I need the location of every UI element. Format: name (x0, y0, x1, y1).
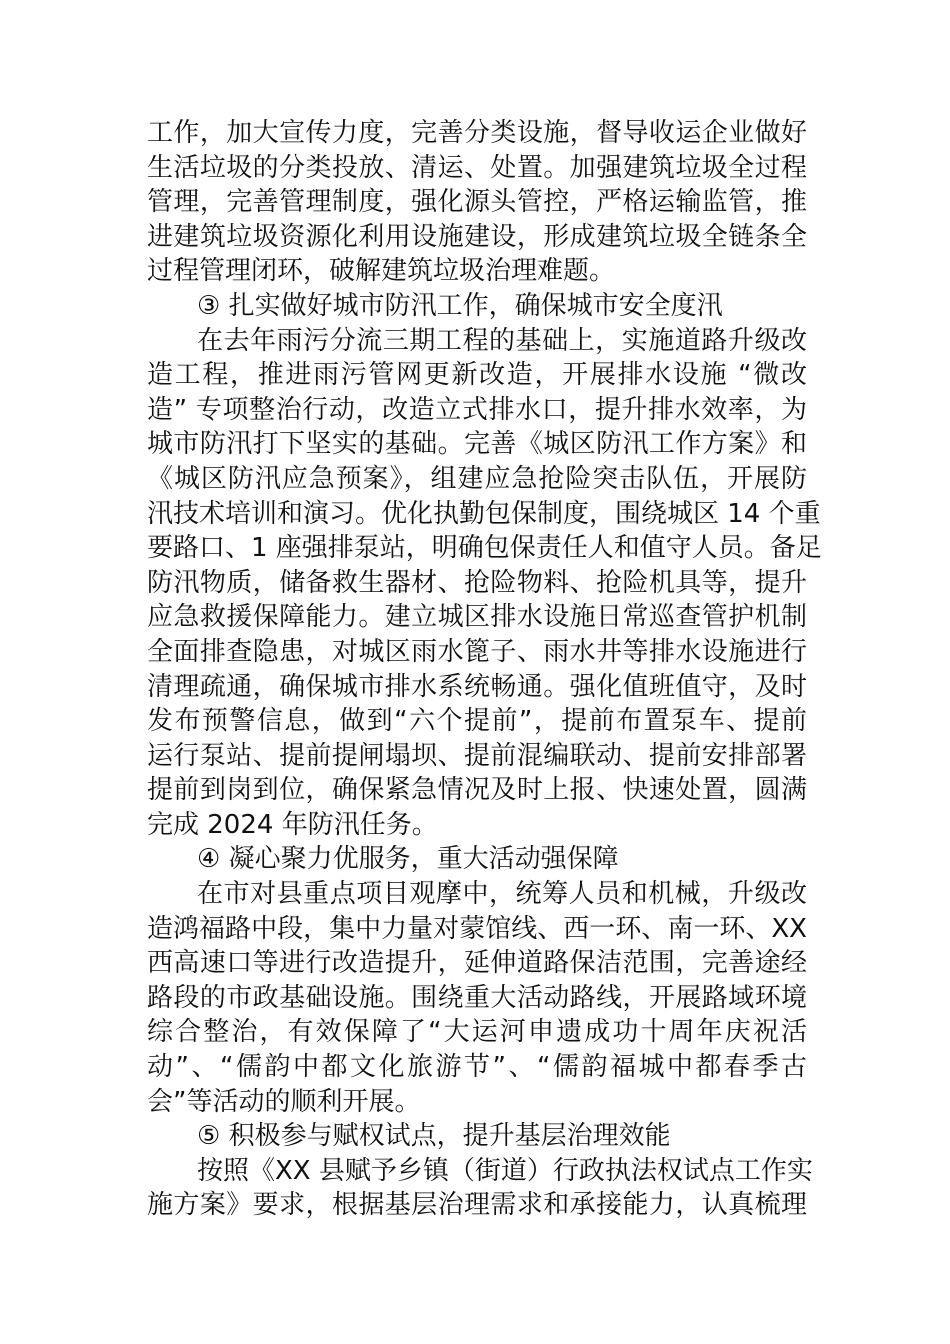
text-line: 完成 2024 年防汛任务。 (147, 809, 438, 840)
text-line: 综合整治，有效保障了“大运河申遗成功十周年庆祝活 (147, 1017, 807, 1048)
section-heading: ④ 凝心聚力优服务，重大活动强保障 (197, 844, 619, 875)
text-line: 会”等活动的顺利开展。 (147, 1086, 421, 1117)
paragraph-first-line: 在市对县重点项目观摩中，统筹人员和机械，升级改 (197, 879, 807, 910)
text-line: 《城区防汛应急预案》，组建应急抢险突击队伍，开展防 (147, 463, 807, 494)
text-line: 城市防汛打下坚实的基础。完善《城区防汛工作方案》和 (147, 429, 807, 460)
text-line: 造” 专项整治行动，改造立式排水口，提升排水效率，为 (147, 394, 807, 425)
section-heading: ⑤ 积极参与赋权试点，提升基层治理效能 (197, 1121, 671, 1152)
text-line: 防汛物质，储备救生器材、抢险物料、抢险机具等，提升 (147, 567, 807, 598)
text-line: 工作，加大宣传力度，完善分类设施，督导收运企业做好 (147, 118, 807, 148)
text-line: 造工程，推进雨污管网更新改造，开展排水设施 “微改 (147, 360, 807, 391)
paragraph-first-line: 在去年雨污分流三期工程的基础上，实施道路升级改 (197, 325, 807, 356)
text-line: 应急救援保障能力。建立城区排水设施日常巡查管护机制 (147, 602, 807, 633)
document-body (147, 116, 822, 1223)
text-line: 发布预警信息，做到“六个提前”，提前布置泵车、提前 (147, 706, 807, 737)
text-line: 要路口、1 座强排泵站，明确包保责任人和值守人员。备足 (147, 533, 822, 564)
text-line: 西高速口等进行改造提升，延伸道路保洁范围，完善途经 (147, 948, 807, 979)
text-line: 过程管理闭环，破解建筑垃圾治理难题。 (147, 256, 616, 287)
paragraph-first-line: 按照《XX 县赋予乡镇（街道）行政执法权试点工作实 (197, 1155, 813, 1186)
text-line: 管理，完善管理制度，强化源头管控，严格运输监管，推 (147, 187, 807, 218)
text-line: 动”、“儒韵中都文化旅游节”、“儒韵福城中都春季古 (147, 1052, 807, 1083)
text-line: 运行泵站、提前提闸塌坝、提前混编联动、提前安排部署 (147, 740, 807, 771)
text-line: 清理疏通，确保城市排水系统畅通。强化值班值守，及时 (147, 671, 807, 702)
text-line: 全面排查隐患，对城区雨水篦子、雨水井等排水设施进行 (147, 636, 807, 667)
text-line: 施方案》要求，根据基层治理需求和承接能力，认真梳理 (147, 1190, 807, 1221)
text-line: 造鸿福路中段，集中力量对蒙馆线、西一环、南一环、XX (147, 913, 807, 944)
text-line: 路段的市政基础设施。围绕重大活动路线，开展路域环境 (147, 982, 807, 1013)
text-line: 进建筑垃圾资源化利用设施建设，形成建筑垃圾全链条全 (147, 221, 807, 252)
text-line: 提前到岗到位，确保紧急情况及时上报、快速处置，圆满 (147, 775, 807, 806)
text-line: 生活垃圾的分类投放、清运、处置。加强建筑垃圾全过程 (147, 152, 807, 183)
section-heading: ③ 扎实做好城市防汛工作，确保城市安全度汛 (197, 290, 723, 321)
text-line: 汛技术培训和演习。优化执勤包保制度，围绕城区 14 个重 (147, 498, 821, 529)
